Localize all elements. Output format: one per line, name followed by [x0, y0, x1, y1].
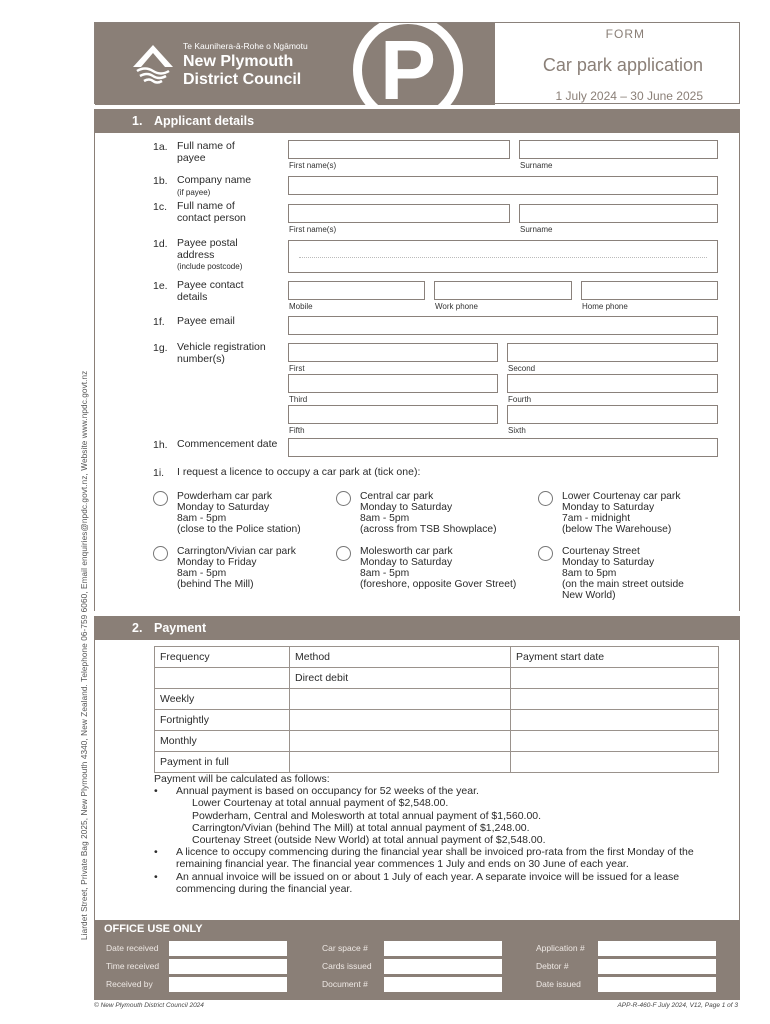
payee-surname-field[interactable]: [519, 140, 718, 159]
method-cell[interactable]: [290, 752, 511, 773]
courtenay-street-location-1: (on the main street outside: [562, 579, 684, 590]
vehicle-reg-fourth-field[interactable]: [507, 374, 718, 393]
commencement-date-field[interactable]: [288, 438, 718, 457]
lower-courtenay-option-text: [562, 491, 680, 535]
start-date-cell[interactable]: [511, 752, 719, 773]
table-row: [155, 752, 719, 773]
home-phone-caption: Home phone: [582, 302, 628, 311]
start-date-cell[interactable]: [511, 668, 719, 689]
q1b-label-text: Company name: [177, 174, 252, 186]
q1b-number: 1b.: [153, 175, 168, 187]
section-2-title: Payment: [154, 621, 207, 635]
section-1-title: Applicant details: [154, 114, 255, 128]
vehicle-reg-second-field[interactable]: [507, 343, 718, 362]
central-hours: 8am - 5pm: [360, 513, 410, 524]
molesworth-days: Monday to Saturday: [360, 557, 453, 568]
lower-courtenay-location: (below The Warehouse): [562, 524, 672, 535]
home-phone-field[interactable]: [581, 281, 718, 300]
cards-issued-field[interactable]: [384, 959, 502, 974]
note-rate-line: Lower Courtenay at total annual payment of $2,548.00.: [192, 797, 449, 810]
mobile-caption: Mobile: [289, 302, 313, 311]
powderham-option-text: [177, 491, 301, 535]
vehicle-reg-sixth-field[interactable]: [507, 405, 718, 424]
note-rate-line: Carrington/Vivian (behind The Mill) at total annual payment of $1,248.00.: [192, 821, 530, 834]
payee-first-name-field[interactable]: [288, 140, 510, 159]
contact-first-name-caption: First name(s): [289, 225, 337, 234]
logo-block: [95, 23, 495, 105]
q1d-number: 1d.: [153, 238, 168, 250]
section-2-heading: [94, 616, 740, 640]
payment-table: [154, 646, 719, 773]
courtenay-street-option-text: [562, 546, 684, 601]
q1f-label: Payee email: [177, 315, 235, 327]
central-days: Monday to Saturday: [360, 502, 453, 513]
molesworth-location: (foreshore, opposite Gover Street): [360, 579, 517, 590]
frequency-cell: Monthly: [155, 731, 290, 752]
payment-start-date-header: Payment start date: [511, 647, 719, 668]
page-title: Car park application: [542, 55, 703, 75]
lower-courtenay-radio[interactable]: [538, 491, 553, 506]
carrington-vivian-hours: 8am - 5pm: [177, 568, 227, 579]
payment-table-header-row: [155, 647, 719, 668]
date-issued-field[interactable]: [598, 977, 716, 992]
courtenay-street-days: Monday to Saturday: [562, 557, 655, 568]
q1d-label: [177, 238, 242, 273]
central-radio[interactable]: [336, 491, 351, 506]
frequency-header: Frequency: [155, 647, 290, 668]
q1e-label: [177, 280, 244, 303]
powderham-name: Powderham car park: [177, 491, 272, 502]
molesworth-radio[interactable]: [336, 546, 351, 561]
note-bullet-3: • An annual invoice will be issued on or about 1 July of each year. A separate invoice will be issued for a lease commencing during the financial year.: [154, 871, 734, 895]
payment-notes: [154, 773, 734, 895]
office-use-panel: [94, 920, 740, 1000]
q1e-number: 1e.: [153, 280, 168, 292]
notes-intro: Payment will be calculated as follows:: [154, 773, 330, 785]
method-header: Method: [290, 647, 511, 668]
frequency-cell: Fortnightly: [155, 710, 290, 731]
carrington-vivian-option-text: [177, 546, 296, 590]
q1d-sublabel: (include postcode): [177, 262, 243, 271]
postal-address-field[interactable]: [288, 240, 718, 273]
method-cell[interactable]: [290, 710, 511, 731]
work-phone-caption: Work phone: [435, 302, 478, 311]
frequency-cell: Payment in full: [155, 752, 290, 773]
council-subtitle: Te Kaunihera-ā-Rohe o Ngāmotu: [183, 41, 308, 51]
method-cell[interactable]: [290, 731, 511, 752]
q1a-label: [177, 141, 235, 164]
q1b-sublabel: (if payee): [177, 187, 211, 197]
contact-first-name-field[interactable]: [288, 204, 510, 223]
table-row: [155, 731, 719, 752]
vehicle-reg-third-field[interactable]: [288, 374, 498, 393]
q1e-label-line-2: details: [177, 290, 208, 303]
parking-symbol: [353, 23, 463, 105]
company-name-field[interactable]: [288, 176, 718, 195]
form-dates: 1 July 2024 – 30 June 2025: [555, 89, 703, 103]
table-row: [155, 668, 719, 689]
molesworth-option-text: [360, 546, 516, 590]
start-date-cell[interactable]: [511, 710, 719, 731]
central-location: (across from TSB Showplace): [360, 524, 497, 535]
cards-issued-label: Cards issued: [322, 961, 372, 971]
vehicle-reg-sixth-caption: Sixth: [508, 426, 526, 435]
start-date-cell[interactable]: [511, 689, 719, 710]
received-by-label: Received by: [106, 979, 153, 989]
q1d-label-line-1: Payee postal: [177, 237, 238, 249]
mobile-field[interactable]: [288, 281, 425, 300]
method-cell[interactable]: [290, 689, 511, 710]
powderham-days: Monday to Saturday: [177, 502, 270, 513]
payee-first-name-caption: First name(s): [289, 161, 337, 170]
central-name: Central car park: [360, 491, 434, 502]
parking-p-letter: P: [379, 23, 437, 105]
office-use-title: OFFICE USE ONLY: [104, 923, 203, 935]
central-option-text: [360, 491, 497, 535]
q1g-label: [177, 342, 266, 365]
powderham-radio[interactable]: [153, 491, 168, 506]
q1g-number: 1g.: [153, 342, 168, 354]
time-received-label: Time received: [106, 961, 160, 971]
car-space-label: Car space #: [322, 943, 368, 953]
council-name: [183, 53, 301, 89]
carrington-vivian-location: (behind The Mill): [177, 579, 254, 590]
payee-email-field[interactable]: [288, 316, 718, 335]
car-space-field[interactable]: [384, 941, 502, 956]
table-row: [155, 710, 719, 731]
section-1-number: 1.: [132, 114, 143, 128]
frequency-cell: [155, 668, 290, 689]
date-issued-label: Date issued: [536, 979, 581, 989]
molesworth-hours: 8am - 5pm: [360, 568, 410, 579]
q1c-number: 1c.: [153, 201, 168, 213]
copyright-footer: © New Plymouth District Council 2024: [94, 1002, 204, 1009]
q1a-label-line-1: Full name of: [177, 140, 235, 152]
lower-courtenay-hours: 7am - midnight: [562, 513, 631, 524]
carrington-vivian-days: Monday to Friday: [177, 557, 257, 568]
vehicle-reg-first-field[interactable]: [288, 343, 498, 362]
q1e-label-line-1: Payee contact: [177, 279, 244, 291]
q1h-number: 1h.: [153, 439, 168, 451]
contact-surname-field[interactable]: [519, 204, 718, 223]
document-number-label: Document #: [322, 979, 368, 989]
q1c-label-line-1: Full name of: [177, 200, 235, 212]
section-1-heading: [94, 109, 740, 133]
note-rate-line: Courtenay Street (outside New World) at total annual payment of $2,548.00.: [192, 834, 546, 847]
q1f-number: 1f.: [153, 316, 165, 328]
frequency-cell: Weekly: [155, 689, 290, 710]
council-name-line-2: District Council: [183, 71, 302, 88]
application-number-label: Application #: [536, 943, 585, 953]
note-rate-line: Powderham, Central and Molesworth at total annual payment of $1,560.00.: [192, 809, 542, 822]
method-cell: Direct debit: [290, 668, 511, 689]
received-by-field[interactable]: [169, 977, 287, 992]
vehicle-reg-fifth-caption: Fifth: [289, 426, 305, 435]
time-received-field[interactable]: [169, 959, 287, 974]
vehicle-reg-fifth-field[interactable]: [288, 405, 498, 424]
form-header: [94, 22, 740, 104]
document-number-field[interactable]: [384, 977, 502, 992]
form-label: FORM: [605, 27, 645, 41]
date-received-field[interactable]: [169, 941, 287, 956]
courtenay-street-hours: 8am to 5pm: [562, 568, 617, 579]
q1c-label-line-2: contact person: [177, 211, 246, 224]
q1h-label: Commencement date: [177, 438, 278, 450]
date-received-label: Date received: [106, 943, 159, 953]
courtenay-street-radio[interactable]: [538, 546, 553, 561]
lower-courtenay-days: Monday to Saturday: [562, 502, 655, 513]
q1c-label: [177, 201, 246, 224]
debtor-number-field[interactable]: [598, 959, 716, 974]
application-number-field[interactable]: [598, 941, 716, 956]
courtenay-street-location-2: New World): [562, 590, 616, 601]
carrington-vivian-name: Carrington/Vivian car park: [177, 546, 296, 557]
table-row: [155, 689, 719, 710]
q1i-number: 1i.: [153, 467, 165, 479]
courtenay-street-name: Courtenay Street: [562, 546, 640, 557]
powderham-hours: 8am - 5pm: [177, 513, 227, 524]
work-phone-field[interactable]: [434, 281, 572, 300]
vehicle-reg-fourth-caption: Fourth: [508, 395, 532, 404]
vehicle-reg-third-caption: Third: [289, 395, 308, 404]
vehicle-reg-first-caption: First: [289, 364, 305, 373]
powderham-location: (close to the Police station): [177, 524, 301, 535]
form-reference-footer: APP-R-460-F July 2024, V12, Page 1 of 3: [617, 1002, 738, 1009]
q1i-label: I request a licence to occupy a car park at (tick one):: [177, 466, 421, 478]
mountain-logo-icon: [131, 43, 175, 85]
council-name-line-1: New Plymouth: [183, 53, 294, 70]
contact-surname-caption: Surname: [520, 225, 553, 234]
start-date-cell[interactable]: [511, 731, 719, 752]
molesworth-name: Molesworth car park: [360, 546, 453, 557]
contact-sidebar: Liardet Street, Private Bag 2025, New Plymouth 4340, New Zealand. Telephone 06-759 6060, Email enquiries@npdc.govt.nz, Website www.npdc.govt.nz: [80, 370, 89, 940]
q1g-label-line-1: Vehicle registration: [177, 341, 266, 353]
debtor-number-label: Debtor #: [536, 961, 569, 971]
q1g-label-line-2: number(s): [177, 352, 225, 365]
section-2-number: 2.: [132, 621, 143, 635]
q1d-label-line-2: address: [177, 248, 215, 261]
q1b-label: [177, 175, 251, 198]
q1a-number: 1a.: [153, 141, 168, 153]
note-bullet-2: • A licence to occupy commencing during the financial year shall be invoiced pro-rata from the first Monday of the remaining financial year. The financial year commences 1 July and ends on 30 June of each year.: [154, 846, 734, 870]
vehicle-reg-second-caption: Second: [508, 364, 536, 373]
q1a-label-line-2: payee: [177, 151, 206, 164]
lower-courtenay-name: Lower Courtenay car park: [562, 491, 681, 502]
note-bullet-1: • Annual payment is based on occupancy for 52 weeks of the year.: [154, 785, 734, 797]
payee-surname-caption: Surname: [520, 161, 553, 170]
carrington-vivian-radio[interactable]: [153, 546, 168, 561]
